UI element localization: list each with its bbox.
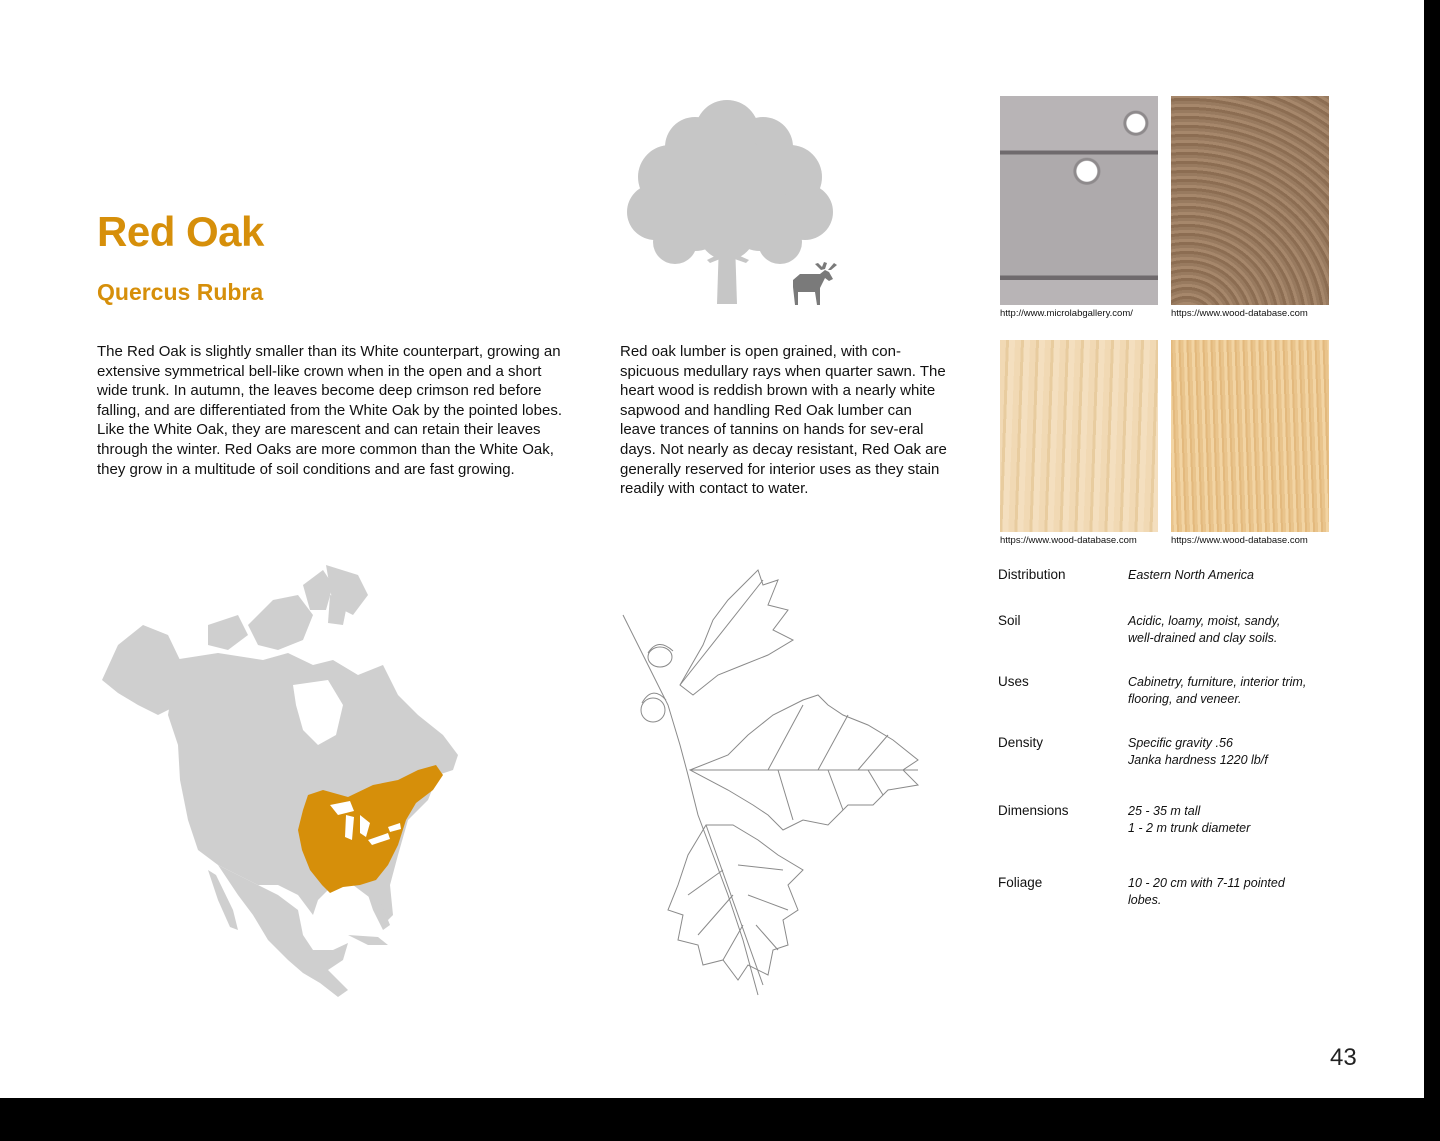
texture-image xyxy=(1171,340,1329,532)
info-value: Specific gravity .56 Janka hardness 1220 lb/f xyxy=(1128,736,1268,767)
texture-quartersawn xyxy=(1171,340,1329,546)
description-paragraph: The Red Oak is slightly smaller than its White counterpart, growing an extensive symmetrical bell-like crown when in the open and a short wide trunk. In autumn, the leaves become deep crimson red before falling, and are differentiated from the White Oak by the pointed lobes. Like the White Oak, they are marescent and can retain their leaves through the winter. Red Oaks are more common than the White Oak, they grow in a multitude of soil conditions and are fast growing. xyxy=(97,343,562,478)
info-label: Density xyxy=(998,735,1044,750)
oak-leaf-drawing xyxy=(618,565,923,1005)
lumber-paragraph: Red oak lumber is open grained, with con-spicuous medullary rays when quarter sawn. The heart wood is reddish brown with a nearly white sapwood and handling Red Oak lumber can leave trances of tannins on hands for sev-eral days. Not nearly as decay resistant, Red Oak are generally reserved for interior uses as they stain readily with contact to water. xyxy=(620,343,947,498)
texture-flatsawn xyxy=(1000,340,1158,546)
info-label: Uses xyxy=(998,674,1029,689)
info-label: Distribution xyxy=(998,567,1066,582)
tree-silhouette-icon xyxy=(615,92,845,307)
page-number: 43 xyxy=(1330,1044,1357,1071)
texture-image xyxy=(1171,96,1329,305)
info-value: Eastern North America xyxy=(1128,568,1254,582)
texture-endgrain xyxy=(1171,96,1329,319)
north-america-map xyxy=(98,565,468,1000)
page-subtitle: Quercus Rubra xyxy=(97,279,264,305)
info-value: 10 - 20 cm with 7-11 pointed lobes. xyxy=(1128,876,1285,907)
info-label: Soil xyxy=(998,613,1021,628)
info-label: Foliage xyxy=(998,875,1043,890)
texture-microscopic xyxy=(1000,96,1158,319)
info-value: Cabinetry, furniture, interior trim, flooring, and veneer. xyxy=(1128,675,1307,706)
moose-icon xyxy=(793,262,837,305)
texture-image xyxy=(1000,340,1158,532)
page-title: Red Oak xyxy=(97,208,264,255)
texture-caption[interactable]: https://www.wood-database.com xyxy=(1171,535,1308,546)
texture-caption[interactable]: https://www.wood-database.com xyxy=(1000,535,1137,546)
texture-image xyxy=(1000,96,1158,305)
info-value: 25 - 35 m tall 1 - 2 m trunk diameter xyxy=(1128,804,1251,835)
texture-caption[interactable]: https://www.wood-database.com xyxy=(1171,308,1308,319)
texture-caption[interactable]: http://www.microlabgallery.com/ xyxy=(1000,308,1133,319)
info-value: Acidic, loamy, moist, sandy, well-drained and clay soils. xyxy=(1128,614,1281,645)
info-label: Dimensions xyxy=(998,803,1069,818)
